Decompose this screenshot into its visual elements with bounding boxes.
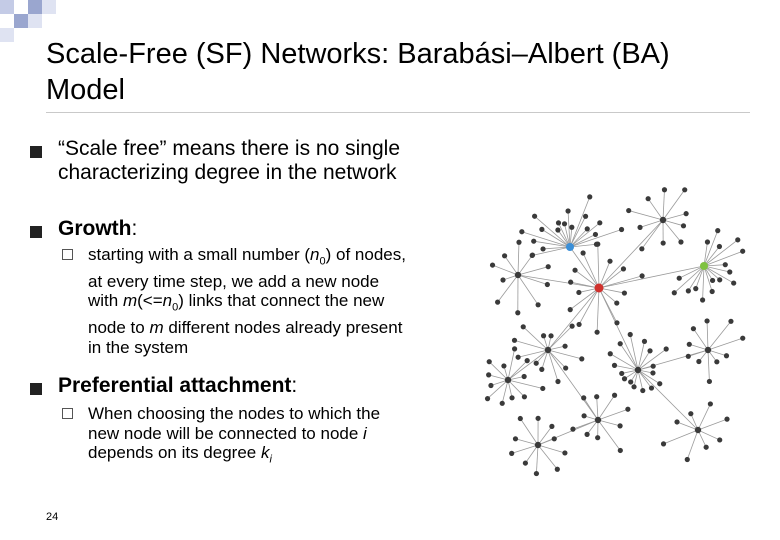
- growth-line-1: [88, 245, 406, 272]
- network-node: [700, 297, 705, 302]
- growth-line-2: at every time step, we add a new node: [88, 271, 380, 291]
- network-node: [647, 348, 652, 353]
- network-node: [518, 416, 523, 421]
- network-node: [662, 187, 667, 192]
- network-node: [628, 379, 633, 384]
- network-node: [646, 196, 651, 201]
- network-node: [622, 290, 627, 295]
- network-node: [536, 302, 541, 307]
- preferential-line-1: When choosing the nodes to which the: [88, 404, 381, 423]
- network-node: [727, 269, 732, 274]
- growth-description: [88, 245, 406, 357]
- network-node: [540, 246, 545, 251]
- network-node: [695, 427, 701, 433]
- network-node: [585, 226, 590, 231]
- network-node: [540, 386, 545, 391]
- network-node: [619, 371, 624, 376]
- network-node: [710, 278, 715, 283]
- growth-text: ) links that connect the new: [178, 291, 385, 311]
- growth-text: starting with a small number (: [88, 245, 311, 264]
- network-node: [684, 211, 689, 216]
- network-node: [563, 365, 568, 370]
- network-edge: [599, 276, 642, 288]
- network-node: [487, 359, 492, 364]
- network-node: [570, 427, 575, 432]
- network-node: [519, 229, 524, 234]
- network-node: [505, 377, 511, 383]
- network-node: [522, 374, 527, 379]
- network-node: [555, 379, 560, 384]
- network-node: [581, 413, 586, 418]
- network-node: [523, 460, 528, 465]
- network-edge: [598, 409, 628, 420]
- network-node: [587, 194, 592, 199]
- network-node: [595, 435, 600, 440]
- network-edge: [502, 380, 508, 403]
- network-node: [502, 253, 507, 258]
- network-node: [685, 457, 690, 462]
- network-node: [597, 220, 602, 225]
- network-edge: [698, 430, 720, 440]
- network-node: [710, 289, 715, 294]
- network-node: [724, 353, 729, 358]
- network-node: [728, 319, 733, 324]
- network-edge: [538, 445, 557, 469]
- growth-colon: :: [131, 217, 138, 240]
- network-node: [731, 280, 736, 285]
- network-node: [714, 359, 719, 364]
- network-node: [686, 288, 691, 293]
- symbol-n: n: [162, 291, 173, 311]
- symbol-i: i: [363, 423, 367, 443]
- network-edge: [708, 350, 709, 381]
- network-edge: [663, 220, 681, 242]
- slide-title: [46, 36, 766, 108]
- network-edge: [599, 288, 638, 370]
- symbol-m: m: [149, 318, 164, 338]
- network-node: [534, 361, 539, 366]
- network-node: [740, 249, 745, 254]
- network-node: [515, 272, 521, 278]
- network-node: [565, 208, 570, 213]
- network-node: [705, 347, 711, 353]
- network-edge: [518, 275, 538, 305]
- network-edge: [598, 420, 620, 450]
- network-edge: [548, 288, 599, 350]
- network-node: [566, 243, 574, 251]
- network-node: [581, 250, 586, 255]
- network-edge: [599, 288, 617, 323]
- network-node: [516, 240, 521, 245]
- network-node: [593, 232, 598, 237]
- scale-free-network-illustration: [478, 180, 768, 485]
- network-node: [626, 208, 631, 213]
- growth-text: (<=: [137, 291, 163, 311]
- network-node: [556, 220, 561, 225]
- network-node: [594, 330, 599, 335]
- symbol-m: m: [122, 291, 138, 311]
- network-node: [693, 286, 698, 291]
- network-node: [555, 227, 560, 232]
- network-node: [501, 363, 506, 368]
- network-edge: [538, 445, 565, 453]
- network-node: [686, 354, 691, 359]
- network-node: [617, 423, 622, 428]
- network-node: [552, 436, 557, 441]
- network-node: [569, 225, 574, 230]
- network-node: [637, 225, 642, 230]
- network-node: [724, 417, 729, 422]
- network-node: [705, 239, 710, 244]
- network-edge: [512, 445, 538, 453]
- network-node: [595, 242, 600, 247]
- network-edge: [663, 190, 664, 220]
- network-node: [516, 355, 521, 360]
- network-node: [525, 358, 530, 363]
- network-edge: [664, 430, 698, 444]
- network-node: [530, 252, 535, 257]
- network-node: [486, 372, 491, 377]
- network-node: [562, 450, 567, 455]
- network-node: [717, 244, 722, 249]
- network-node: [614, 320, 619, 325]
- network-edge: [583, 253, 599, 288]
- square-bullet-icon: [30, 146, 42, 158]
- network-node: [612, 393, 617, 398]
- bullet-scale-free: [58, 137, 400, 185]
- network-node: [735, 237, 740, 242]
- preferential-line-3: [88, 443, 380, 470]
- network-node: [576, 322, 581, 327]
- network-edge: [518, 275, 599, 288]
- network-node: [568, 307, 573, 312]
- network-node: [687, 342, 692, 347]
- network-node: [572, 268, 577, 273]
- network-node: [625, 407, 630, 412]
- network-node: [562, 344, 567, 349]
- network-node: [678, 239, 683, 244]
- network-node: [513, 436, 518, 441]
- network-node: [622, 376, 627, 381]
- network-edge: [687, 430, 698, 459]
- network-node: [704, 445, 709, 450]
- network-node: [583, 214, 588, 219]
- network-edge: [599, 266, 704, 288]
- network-node: [595, 284, 604, 293]
- hollow-square-bullet-icon: [62, 249, 73, 260]
- network-edge: [638, 370, 698, 430]
- network-node: [657, 381, 662, 386]
- network-node: [631, 384, 636, 389]
- network-node: [717, 277, 722, 282]
- symbol-k: k: [260, 443, 270, 462]
- network-node: [584, 432, 589, 437]
- bullet-scale-free-line-2: characterizing degree in the network: [58, 161, 397, 184]
- slide-title-line-1: Scale-Free (SF) Networks: Barabási–Albert (BA): [46, 38, 670, 70]
- network-edge: [522, 232, 570, 247]
- preferential-description: [88, 404, 380, 470]
- preferential-line-2: [88, 424, 380, 444]
- network-edge: [597, 288, 599, 332]
- page-number: 24: [46, 511, 59, 523]
- network-node: [650, 370, 655, 375]
- bullet-growth: [58, 217, 137, 241]
- preferential-text: depends on its degree: [88, 443, 261, 462]
- network-node: [539, 227, 544, 232]
- network-edge: [598, 395, 615, 420]
- subscript: 0: [319, 255, 326, 268]
- network-node: [515, 310, 520, 315]
- network-node: [500, 401, 505, 406]
- network-node: [535, 442, 541, 448]
- network-node: [618, 448, 623, 453]
- network-node: [521, 324, 526, 329]
- subscript-i: i: [269, 453, 272, 466]
- network-edge: [598, 244, 599, 288]
- network-node: [674, 419, 679, 424]
- network-node: [651, 364, 656, 369]
- network-node: [512, 338, 517, 343]
- network-edge: [599, 220, 663, 288]
- network-node: [485, 396, 490, 401]
- preferential-text: new node will be connected to node: [88, 423, 364, 443]
- network-node: [691, 326, 696, 331]
- network-edge: [597, 397, 598, 420]
- network-node: [661, 441, 666, 446]
- bullet-scale-free-line-1: “Scale free” means there is no single: [58, 137, 400, 160]
- square-bullet-icon: [30, 383, 42, 395]
- network-node: [649, 385, 654, 390]
- network-node: [570, 324, 575, 329]
- network-node: [546, 264, 551, 269]
- network-node: [555, 467, 560, 472]
- network-node: [661, 240, 666, 245]
- network-node: [660, 217, 666, 223]
- network-node: [635, 367, 641, 373]
- growth-heading: Growth: [58, 217, 132, 240]
- network-node: [612, 363, 617, 368]
- title-divider: [46, 112, 750, 113]
- network-node: [618, 341, 623, 346]
- network-node: [614, 300, 619, 305]
- growth-text: ) of nodes,: [325, 245, 406, 264]
- growth-line-4: [88, 318, 406, 338]
- network-edge: [642, 220, 663, 249]
- network-edge: [693, 329, 708, 350]
- network-node: [628, 332, 633, 337]
- network-node: [509, 395, 514, 400]
- slide-title-line-2: Model: [46, 74, 125, 106]
- network-node: [681, 223, 686, 228]
- subscript: 0: [172, 301, 179, 314]
- growth-text: different nodes already present: [163, 318, 403, 338]
- network-node: [488, 383, 493, 388]
- network-node: [512, 346, 517, 351]
- square-bullet-icon: [30, 226, 42, 238]
- network-node: [500, 277, 505, 282]
- network-node: [534, 471, 539, 476]
- network-node: [581, 395, 586, 400]
- network-edge: [703, 266, 704, 300]
- network-node: [639, 273, 644, 278]
- network-node: [700, 262, 708, 270]
- network-edge: [508, 380, 543, 388]
- network-node: [707, 379, 712, 384]
- network-node: [509, 451, 514, 456]
- network-edge: [536, 445, 538, 474]
- network-node: [549, 424, 554, 429]
- network-node: [740, 336, 745, 341]
- network-node: [532, 214, 537, 219]
- growth-line-5: in the system: [88, 337, 189, 357]
- symbol-n: n: [310, 245, 320, 264]
- network-node: [639, 246, 644, 251]
- network-edge: [518, 275, 547, 285]
- network-node: [619, 227, 624, 232]
- network-edge: [548, 350, 598, 420]
- hollow-square-bullet-icon: [62, 408, 73, 419]
- network-edge: [518, 242, 519, 275]
- preferential-colon: :: [291, 374, 298, 397]
- network-node: [541, 333, 546, 338]
- network-node: [539, 367, 544, 372]
- network-node: [607, 259, 612, 264]
- network-edge: [663, 190, 685, 220]
- network-node: [490, 262, 495, 267]
- network-node: [642, 339, 647, 344]
- network-node: [579, 356, 584, 361]
- network-node: [535, 416, 540, 421]
- network-node: [708, 401, 713, 406]
- growth-text: node to: [88, 318, 150, 338]
- network-node: [677, 276, 682, 281]
- network-node: [531, 239, 536, 244]
- network-node: [595, 417, 601, 423]
- network-node: [672, 290, 677, 295]
- growth-line-3: [88, 291, 406, 318]
- preferential-heading: Preferential attachment: [58, 374, 292, 397]
- network-node: [621, 266, 626, 271]
- network-edge: [508, 380, 524, 397]
- network-edge: [707, 321, 708, 350]
- network-node: [576, 290, 581, 295]
- network-edge: [518, 267, 548, 275]
- network-node: [562, 221, 567, 226]
- network-node: [495, 300, 500, 305]
- network-node: [664, 346, 669, 351]
- network-node: [594, 394, 599, 399]
- network-node: [682, 187, 687, 192]
- network-node: [723, 262, 728, 267]
- network-node: [688, 411, 693, 416]
- network-edge: [579, 288, 599, 324]
- network-node: [522, 394, 527, 399]
- network-edge: [488, 380, 508, 399]
- bullet-preferential-attachment: [58, 374, 297, 398]
- growth-text: with: [88, 291, 123, 311]
- network-node: [545, 347, 551, 353]
- network-node: [715, 228, 720, 233]
- network-edge: [525, 445, 538, 463]
- network-node: [608, 351, 613, 356]
- network-node: [545, 282, 550, 287]
- network-node: [696, 359, 701, 364]
- network-node: [568, 280, 573, 285]
- network-node: [704, 318, 709, 323]
- network-node: [640, 388, 645, 393]
- network-node: [717, 437, 722, 442]
- network-node: [548, 333, 553, 338]
